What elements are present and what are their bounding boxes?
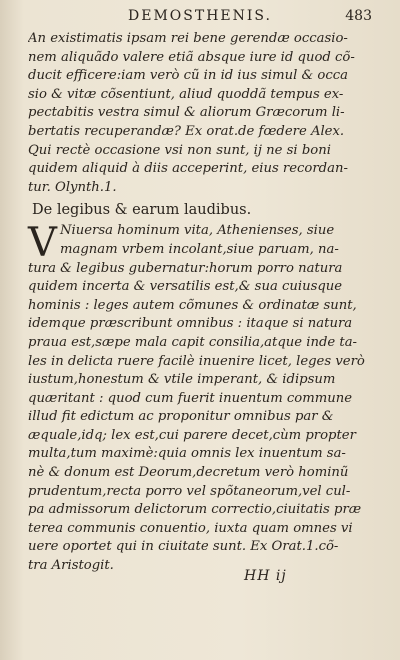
dropcap-paragraph — [28, 220, 372, 267]
drop-cap: V — [28, 220, 57, 267]
text-line: Qui rectè occasione vsi non sunt, ij ne si boni — [28, 142, 331, 158]
text-line: prudentum,recta porro vel spõtaneorum,vel cul- — [28, 483, 351, 499]
section-heading: De legibus & earum laudibus. — [32, 202, 252, 219]
text-block — [28, 30, 372, 576]
text-line: tura & legibus gubernatur:horum porro natura — [28, 260, 343, 276]
text-line: praua est,sæpe mala capit consilia,atque inde ta- — [28, 334, 358, 350]
page-header — [0, 8, 400, 30]
text-line: idemque præscribunt omnibus : itaque si natura — [28, 316, 353, 332]
text-line: multa,tum maximè:quia omnis lex inuentum sa- — [28, 446, 346, 462]
text-line: nè & donum est Deorum,decretum verò hominũ — [28, 465, 349, 481]
page-number: 483 — [345, 8, 372, 24]
text-line: illud fit edictum ac proponitur omnibus par & — [28, 409, 334, 425]
text-line: ducit efficere:iam verò cũ in id ius simul & occa — [28, 68, 348, 84]
text-line: terea communis conuentio, iuxta quam omnes vi — [28, 520, 353, 536]
text-line: iustum,honestum & vtile imperant, & idipsum — [28, 372, 336, 388]
text-line: An existimatis ipsam rei bene gerendæ occasio- — [28, 31, 348, 46]
running-head: DEMOSTHENIS. — [128, 8, 272, 24]
text-line: uere oportet qui in ciuitate sunt. Ex Orat.1.cõ- — [28, 539, 339, 555]
text-line: quidem aliquid à diis acceperint, eius recordan- — [28, 161, 348, 177]
text-line: magnam vrbem incolant,siue paruam, na- — [60, 241, 339, 257]
text-line: Niuersa hominum vita, Athenienses, siue — [60, 223, 335, 239]
text-line: hominis : leges autem cõmunes & ordinatæ sunt, — [28, 297, 357, 313]
text-line: pectabitis vestra simul & aliorum Græcorum li- — [28, 105, 345, 121]
text-line: æquale,idq; lex est,cui parere decet,cùm propter — [28, 427, 356, 443]
text-line: les in delicta ruere facilè inuenire licet, leges verò — [28, 353, 365, 369]
text-line: tur. Olynth.1. — [28, 179, 117, 195]
text-line: tra Aristogit. — [28, 558, 114, 574]
text-line: quæritant : quod cum fuerit inuentum commune — [28, 390, 353, 406]
text-line: nem aliquãdo valere etiã absque iure id quod cõ- — [28, 49, 355, 65]
text-line: quidem incerta & versatilis est,& sua cuiusque — [28, 279, 343, 295]
text-line: bertatis recuperandæ? Ex orat.de fœdere Alex. — [28, 123, 345, 139]
text-line: sio & vitæ cõsentiunt, aliud quoddã tempus ex- — [28, 86, 344, 102]
signature-mark: HH ij — [244, 568, 287, 584]
text-line: pa admissorum delictorum correctio,ciuitatis præ — [28, 502, 362, 518]
